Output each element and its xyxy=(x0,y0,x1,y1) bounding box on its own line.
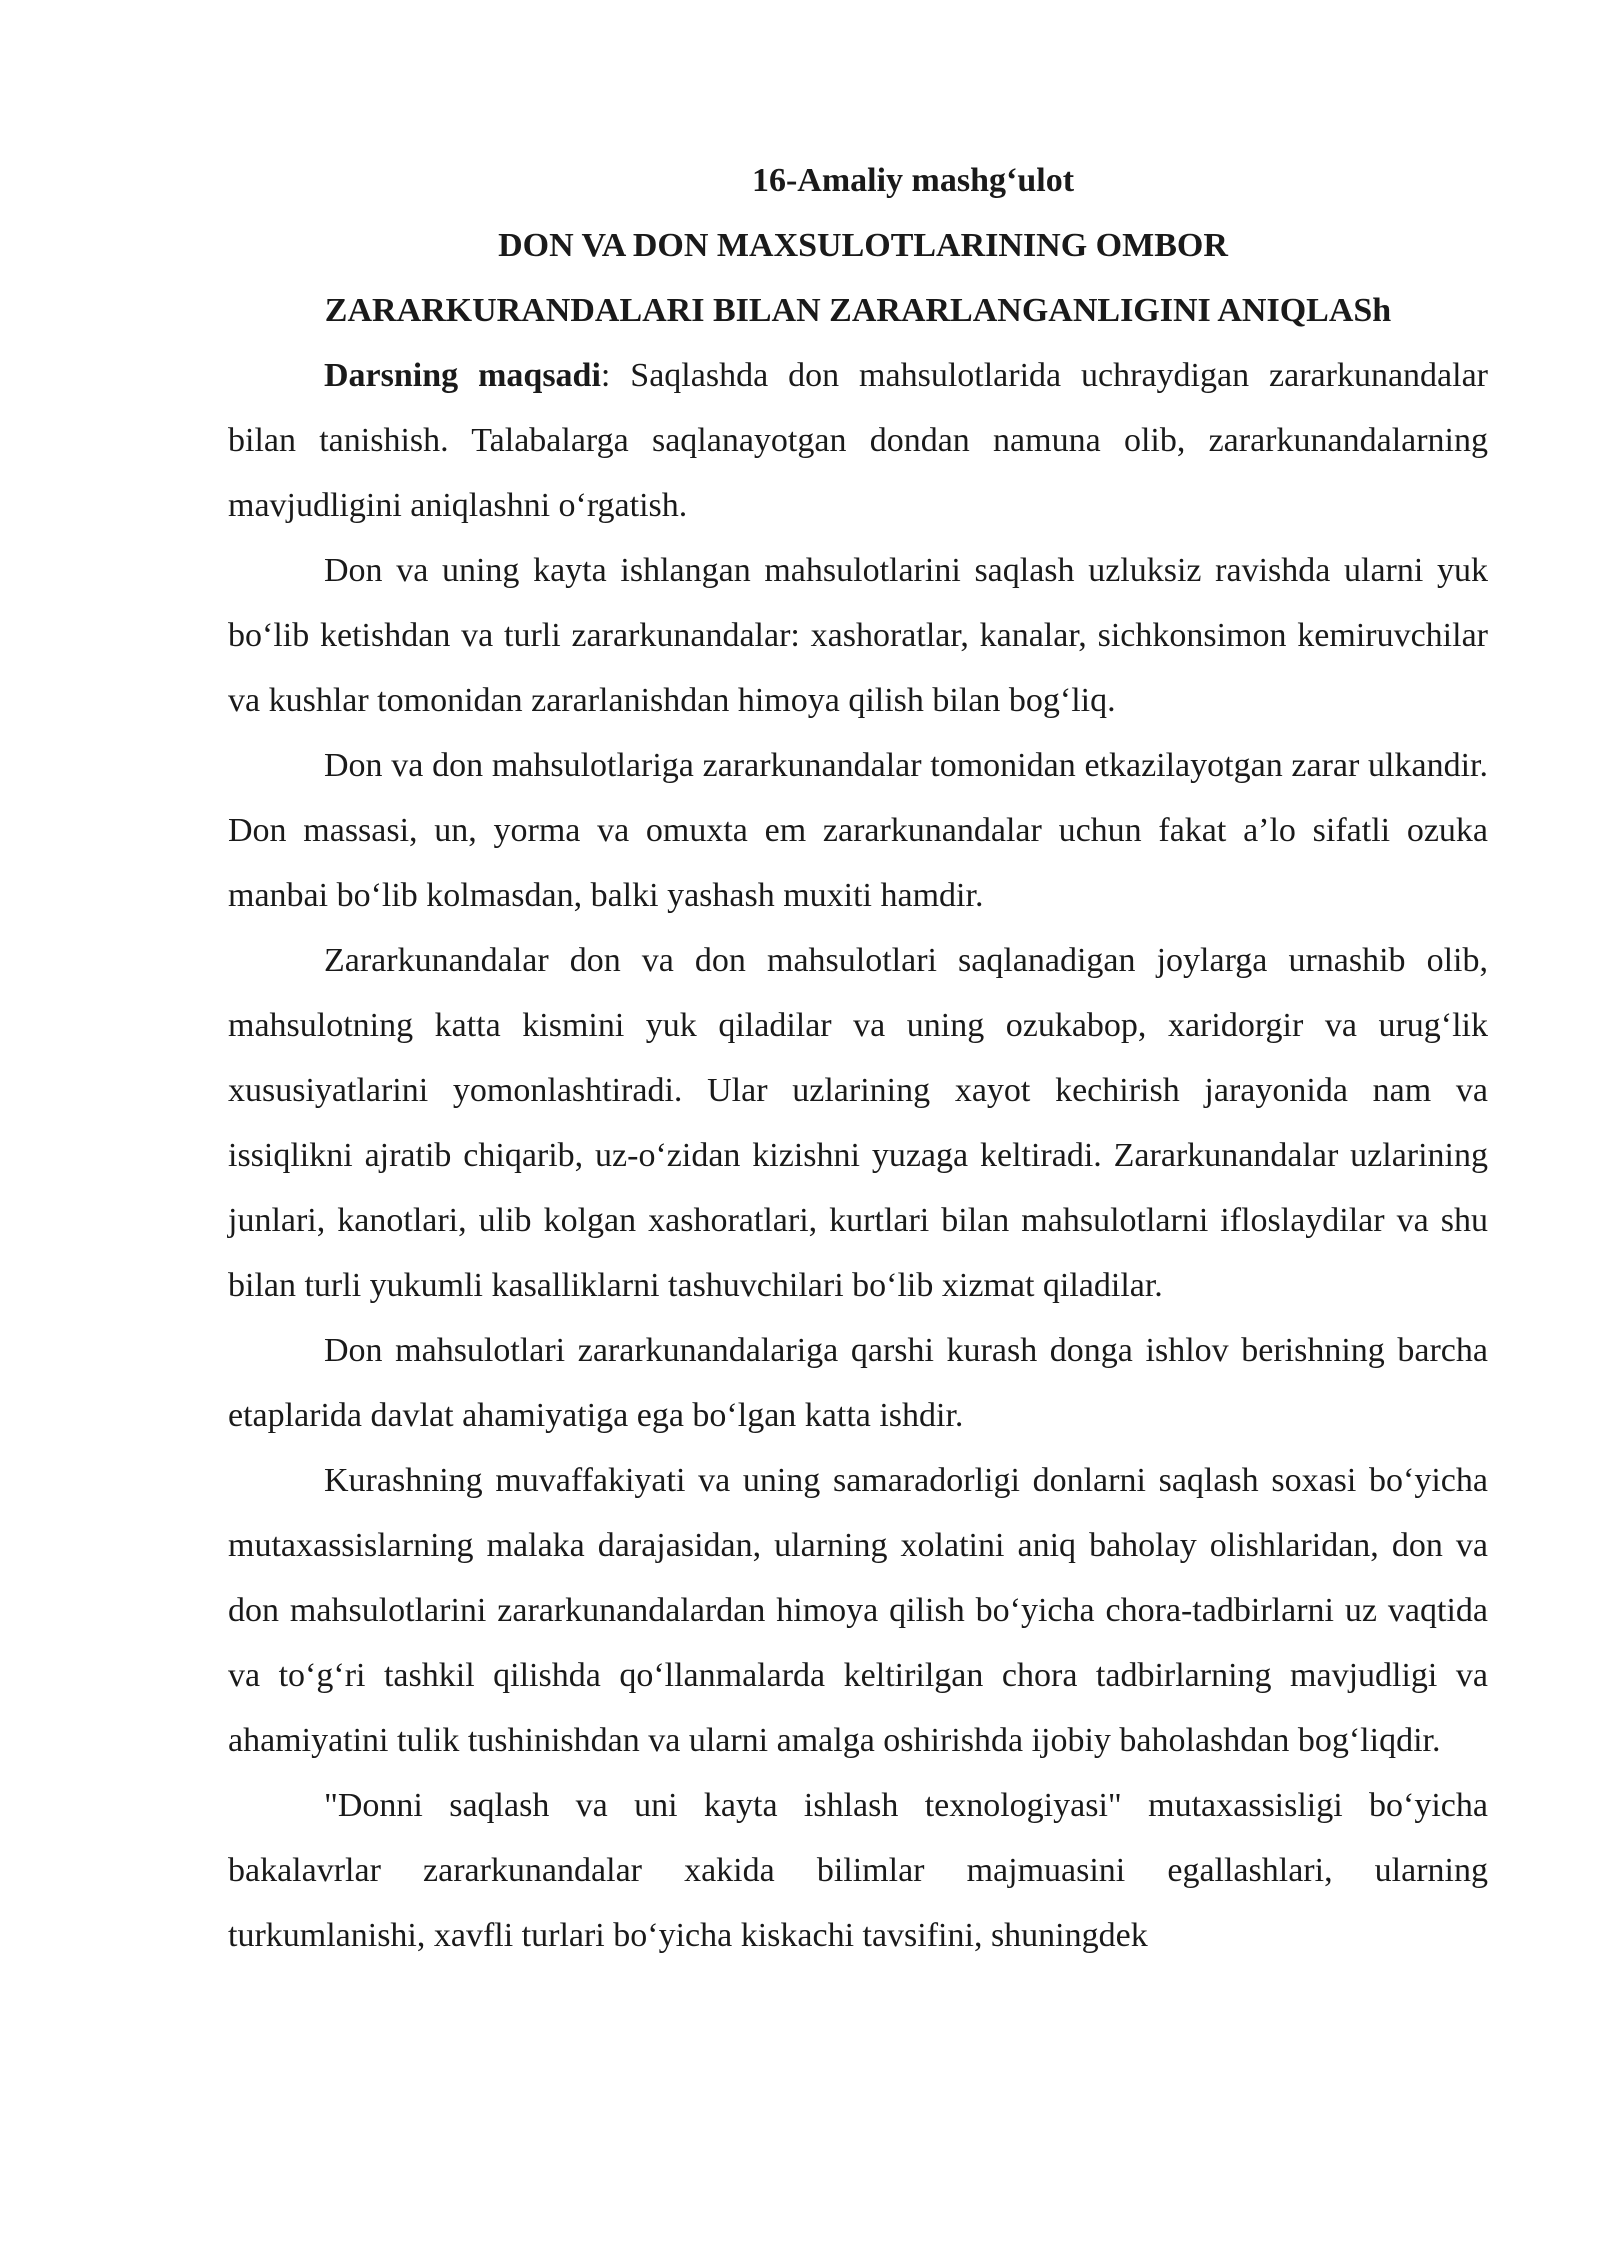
body-paragraph-pests: Zararkunandalar don va don mahsulotlari saqlanadigan joylarga urnashib olib, mahsulotning katta kismini yuk qiladilar va uning ozukabop, xaridorgir va urug‘lik xususiyatlarini yomonlashtiradi. Ular uzlarining xayot kechirish jarayonida nam va issiqlikni ajratib chiqarib, uz-o‘zidan kizishni yuzaga keltiradi. Zararkunandalar uzlarining junlari, kanotlari, ulib kolgan xashoratlari, kurtlari bilan mahsulotlarni ifloslaydilar va shu bilan turli yukumli kasalliklarni tashuvchilari bo‘lib xizmat qiladilar. xyxy=(228,942,1488,1304)
body-paragraph-storage: Don va uning kayta ishlangan mahsulotlarini saqlash uzluksiz ravishda ularni yuk bo‘lib ketishdan va turli zararkunandalar: xashoratlar, kanalar, sichkonsimon kemiruvchilar va kushlar tomonidan zararlanishdan himoya qilish bilan bog‘liq. xyxy=(228,552,1488,719)
document-page xyxy=(228,148,1488,1968)
purpose-text: Saqlashda don mahsulotlarida uchraydigan zararkunandalar bilan tanishish. Talabalarga saqlanayotgan dondan namuna olib, zararkunandalarning mavjudligini aniqlashni o‘rgatish. xyxy=(228,357,1488,524)
purpose-paragraph xyxy=(228,343,1488,538)
lesson-title-line-1: DON VA DON MAXSULOTLARINING OMBOR xyxy=(498,227,1228,264)
lesson-number-title: 16-Amaliy mashg‘ulot xyxy=(751,162,1075,199)
lesson-title-line-2: ZARARKURANDALARI BILAN ZARARLANGANLIGINI ANIQLASh xyxy=(324,292,1392,329)
body-paragraph-damage: Don va don mahsulotlariga zararkunandalar tomonidan etkazilayotgan zarar ulkandir. Don massasi, un, yorma va omuxta em zararkunandalar uchun fakat a’lo sifatli ozuka manbai bo‘lib kolmasdan, balki yashash muxiti hamdir. xyxy=(228,747,1488,914)
body-paragraph-control: Don mahsulotlari zararkunandalariga qarshi kurash donga ishlov berishning barcha etaplarida davlat ahamiyatiga ega bo‘lgan katta ishdir. xyxy=(228,1332,1488,1434)
body-paragraph-success: Kurashning muvaffakiyati va uning samaradorligi donlarni saqlash soxasi bo‘yicha mutaxassislarning malaka darajasidan, ularning xolatini aniq baholay olishlaridan, don va don mahsulotlarini zararkunandalardan himoya qilish bo‘yicha chora-tadbirlarni uz vaqtida va to‘g‘ri tashkil qilishda qo‘llanmalarda keltirilgan chora tadbirlarning mavjudligi va ahamiyatini tulik tushinishdan va ularni amalga oshirishda ijobiy baholashdan bog‘liqdir. xyxy=(228,1462,1488,1759)
purpose-label: Darsning maqsadi xyxy=(324,357,601,394)
purpose-colon: : xyxy=(600,357,611,394)
body-paragraph-bachelors: "Donni saqlash va uni kayta ishlash texnologiyasi" mutaxassisligi bo‘yicha bakalavrlar zararkunandalar xakida bilimlar majmuasini egallashlari, ularning turkumlanishi, xavfli turlari bo‘yicha kiskachi tavsifini, shuningdek xyxy=(228,1787,1488,1954)
